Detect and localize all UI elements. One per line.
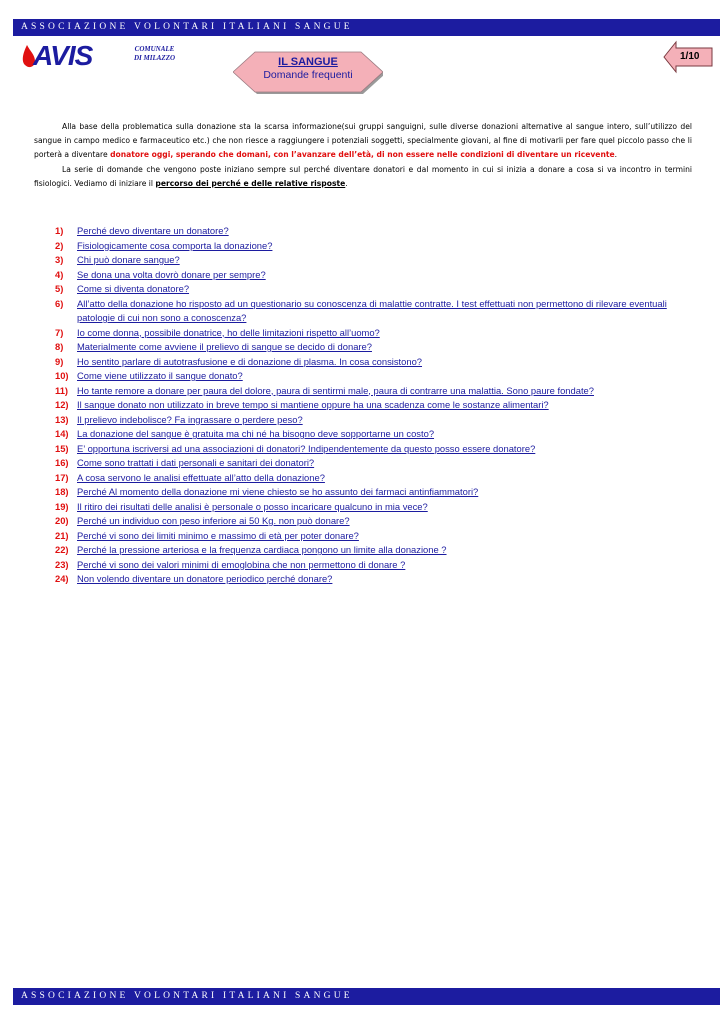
faq-number: 8) [55,341,64,352]
avis-logo [21,39,121,69]
faq-number: 7) [55,326,64,338]
highlight-text: donatore oggi, sperando che domani, con l’avanzare dell’età, di non essere nelle condizioni di diventare un ricevente [110,150,615,160]
faq-item [40,558,680,573]
faq-item [40,384,680,399]
header-banner: ASSOCIAZIONE VOLONTARI ITALIANI SANGUE [13,19,720,36]
faq-number: 17) [55,471,69,483]
faq-question-link[interactable]: Perché la pressione arteriosa e la frequenza cardiaca pongono un limite alla donazione ? [77,544,447,555]
faq-question-link[interactable]: La donazione del sangue è gratuita ma chi né ha bisogno deve sopportarne un costo? [77,428,435,439]
intro-paragraph-2: La serie di domande che vengono poste iniziano sempre sul perché diventare donatori e dal momento in cui si inizia a donare a cosa si va incontro in termini fisiologici. Vediamo di iniziare il percorso dei perché e delle relative risposte. [34,164,692,188]
faq-question-link[interactable]: Perché vi sono dei limiti minimo e massimo di età per poter donare? [77,529,359,541]
faq-item [40,398,680,413]
faq-question-link[interactable]: A cosa servono le analisi effettuate all’atto della donazione? [77,471,325,483]
faq-item [40,282,680,297]
faq-list [40,224,680,587]
faq-item [40,529,680,544]
faq-number: 5) [55,283,64,294]
faq-item [40,224,680,239]
faq-number: 20) [55,515,69,526]
faq-question-link[interactable]: Perché devo diventare un donatore? [77,225,229,236]
faq-number: 14) [55,428,69,439]
title-box [233,50,383,94]
faq-number: 10) [55,370,69,381]
faq-item [40,514,680,529]
page-title: IL SANGUE [278,56,338,68]
faq-number: 12) [55,399,69,410]
faq-question-link[interactable]: Ho sentito parlare di autotrasfusione e di donazione di plasma. In cosa consistono? [77,355,423,367]
faq-question-link[interactable]: Come viene utilizzato il sangue donato? [77,370,243,381]
faq-question-link[interactable]: Fisiologicamente cosa comporta la donazione? [77,239,273,251]
faq-number: 21) [55,529,69,541]
faq-item [40,442,680,457]
faq-question-link[interactable]: E’ opportuna iscriversi ad una associazioni di donatori? Indipendentemente da questo posso essere donatore? [77,442,536,454]
intro-paragraph-1: Alla base della problematica sulla donazione sta la scarsa informazione(sui gruppi sanguigni, sulle diverse donazioni alternative al sangue intero, sull’utilizzo del sangue in campo medico e farmaceutico etc.) che non riesce a raggiungere i potenziali soggetti, specialmente giovani, al fine di motivarli per fare quel piccolo passo che li porterà a diventare donatore oggi, sperando che domani, con l’avanzare dell’età, di non essere nelle condizioni di diventare un ricevente. [34,122,692,160]
faq-item [40,355,680,370]
faq-item [40,485,680,500]
faq-question-link[interactable]: Perché vi sono dei valori minimi di emoglobina che non permettono di donare ? [77,558,406,570]
faq-question-link[interactable]: Materialmente come avviene il prelievo di sangue se decido di donare? [77,341,372,352]
faq-number: 16) [55,457,69,468]
faq-number: 18) [55,486,69,497]
faq-question-link[interactable]: Come si diventa donatore? [77,283,190,294]
faq-item [40,340,680,355]
faq-item [40,500,680,515]
faq-question-link[interactable]: All’atto della donazione ho risposto ad un questionario su conoscenza di malattie contratte. I test effettuati non permettono di rilevare eventuali patologie di cui non sono a conoscenza? [77,297,667,323]
faq-number: 9) [55,355,64,367]
comunale-line2: DI MILAZZO [134,54,176,62]
faq-question-link[interactable]: Perché un individuo con peso inferiore ai 50 Kg. non può donare? [77,515,350,526]
faq-item [40,456,680,471]
faq-question-link[interactable]: Perché Al momento della donazione mi viene chiesto se ho assunto dei farmaci antinfiammatori? [77,486,479,497]
comunale-label [134,45,175,63]
faq-question-link[interactable]: Chi può donare sangue? [77,254,180,265]
faq-item [40,369,680,384]
faq-question-link[interactable]: Io come donna, possibile donatrice, ho delle limitazioni rispetto all’uomo? [77,326,380,338]
faq-number: 19) [55,500,69,512]
faq-question-link[interactable]: Ho tante remore a donare per paura del dolore, paura di sentirmi male, paura di contrarre una malattia. Sono paure fondate? [77,384,594,396]
percorso-text: percorso dei perché e delle relative risposte [155,178,346,188]
faq-question-link[interactable]: Se dona una volta dovrò donare per sempre? [77,268,266,280]
page-subtitle: Domande frequenti [263,69,353,81]
faq-number: 11) [55,384,69,396]
faq-question-link[interactable]: Il ritiro dei risultati delle analisi è personale o posso incaricare qualcuno in mia vece? [77,500,428,512]
faq-item [40,471,680,486]
faq-item [40,239,680,254]
comunale-line1: COMUNALE [134,45,175,53]
faq-item [40,427,680,442]
footer-banner: ASSOCIAZIONE VOLONTARI ITALIANI SANGUE [13,988,720,1005]
svg-text:AVIS: AVIS [33,40,93,69]
faq-question-link[interactable]: Il prelievo indebolisce? Fa ingrassare o perdere peso? [77,413,303,425]
faq-item [40,253,680,268]
faq-item [40,268,680,283]
faq-question-link[interactable]: Come sono trattati i dati personali e sanitari dei donatori? [77,457,315,468]
faq-item [40,326,680,341]
faq-number: 4) [55,268,64,280]
faq-number: 22) [55,544,69,555]
faq-item [40,543,680,558]
faq-number: 13) [55,413,69,425]
faq-number: 1) [55,225,64,236]
faq-item [40,297,680,326]
intro-text [34,120,692,191]
faq-item [40,413,680,428]
page-number: 1/10 [680,51,700,62]
faq-number: 6) [55,297,64,309]
faq-question-link[interactable]: Non volendo diventare un donatore periodico perché donare? [77,573,333,584]
faq-item [40,572,680,587]
faq-number: 15) [55,442,69,454]
faq-number: 24) [55,573,69,584]
faq-question-link[interactable]: Il sangue donato non utilizzato in breve tempo si mantiene oppure ha una scadenza come le sostanze alimentari? [77,399,549,410]
faq-number: 2) [55,239,64,251]
faq-number: 3) [55,254,64,265]
faq-number: 23) [55,558,69,570]
